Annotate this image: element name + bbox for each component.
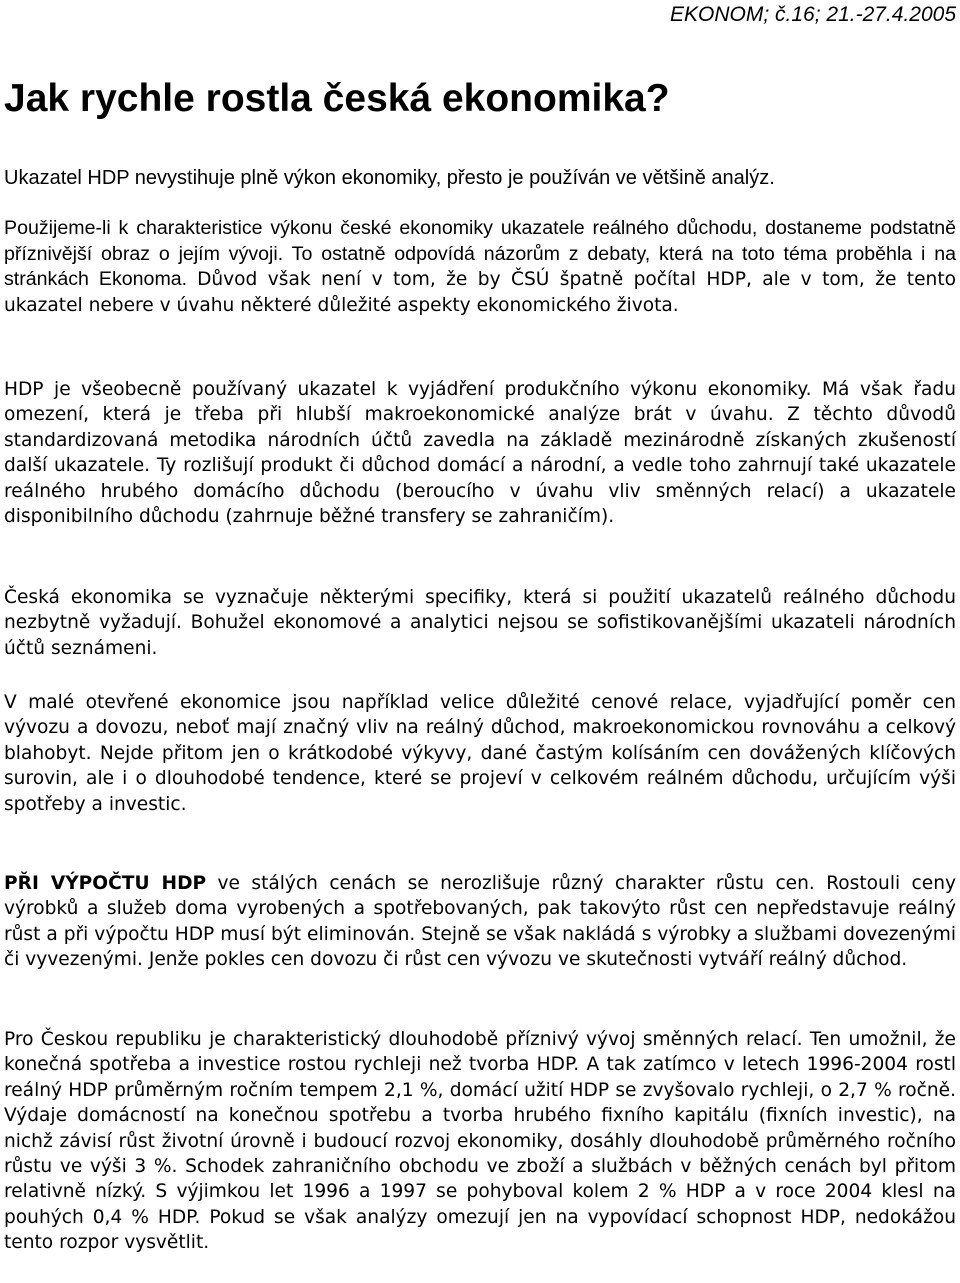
paragraph-1-text: Použijeme-li k charakteristice výkonu české ekonomiky ukazatele reálného důchodu, dostaneme podstatně příznivější obraz o jejím vývoji. To ostatně odpovídá názorům z debaty, která na toto téma proběhla i na stránkách Ekonoma. (4, 217, 956, 291)
paragraph-1 (4, 216, 956, 318)
article-subtitle: Ukazatel HDP nevystihuje plně výkon ekonomiky, přesto je používán ve většině analýz. (4, 167, 775, 189)
paragraph-6: Pro Českou republiku je charakteristický dlouhodobě příznivý vývoj směnných relací. Ten umožnil, že konečná spotřeba a investice rostou rychleji než tvorba HDP. A tak zatímco v letech 1996-2004 rostl reálný HDP průměrným ročním tempem 2,1 %, domácí užití HDP se zvyšovalo rychleji, o 2,7 % ročně. Výdaje domácností na konečnou spotřebu a tvorba hrubého fixního kapitálu (fixních investic), na nichž závisí růst životní úrovně i budoucí rozvoj ekonomiky, dosáhly dlouhodobě průměrného ročního růstu ve výši 3 %. Schodek zahraničního obchodu ve zboží a službách v běžných cenách byl přitom relativně nízký. S výjimkou let 1996 a 1997 se pohyboval kolem 2 % HDP a v roce 2004 klesl na pouhých 0,4 % HDP. Pokud se však analýzy omezují jen na vypovídací schopnost HDP, nedokážou tento rozpor vysvětlit. (4, 1029, 956, 1254)
paragraph-5-text: ve stálých cenách se nerozlišuje různý charakter růstu cen. Rostouli ceny výrobků a služeb doma vyrobených a spotřebovaných, pak takovýto růst cen nepředstavuje reálný růst a při výpočtu HDP musí být eliminován. Stejně se však nakládá s výrobky a službami dovezenými či vyvezenými. Jenže pokles cen dovozu či růst cen vývozu ve skutečnosti vytváří reálný důchod. (4, 873, 956, 971)
paragraph-5-lead: PŘI VÝPOČTU HDP (4, 873, 207, 894)
source-header: EKONOM; č.16; 21.-27.4.2005 (670, 3, 956, 26)
paragraph-2: HDP je všeobecně používaný ukazatel k vyjádření produkčního výkonu ekonomiky. Má však řadu omezení, která je třeba při hlubší makroekonomické analýze brát v úvahu. Z těchto důvodů standardizovaná metodika národních účtů zavedla na základě mezinárodně získaných zkušeností další ukazatele. Ty rozlišují produkt či důchod domácí a národní, a vedle toho zahrnují také ukazatele reálného hrubého domácího důchodu (beroucího v úvahu vliv směnných relací) a ukazatele disponibilního důchodu (zahrnuje běžné transfery se zahraničím). (4, 379, 956, 528)
paragraph-1-rest: Důvod však není v tom, že by ČSÚ špatně počítal HDP, ale v tom, že tento ukazatel nebere v úvahu některé důležité aspekty ekonomického života. (4, 269, 956, 316)
paragraph-3: Česká ekonomika se vyznačuje některými specifiky, která si použití ukazatelů reálného důchodu nezbytně vyžadují. Bohužel ekonomové a analytici nejsou se sofistikovanějšími ukazateli národních účtů seznámeni. (4, 587, 956, 659)
article-title: Jak rychle rostla česká ekonomika? (4, 77, 670, 120)
paragraph-4: V malé otevřené ekonomice jsou například velice důležité cenové relace, vyjadřující poměr cen vývozu a dovozu, neboť mají značný vliv na reálný důchod, makroekonomickou rovnováhu a celkový blahobyt. Nejde přitom jen o krátkodobé výkyvy, dané častým kolísáním cen dovážených klíčových surovin, ale i o dlouhodobé tendence, které se projeví v celkovém reálném důchodu, určujícím výši spotřeby a investic. (4, 692, 956, 815)
paragraph-5 (4, 871, 956, 973)
